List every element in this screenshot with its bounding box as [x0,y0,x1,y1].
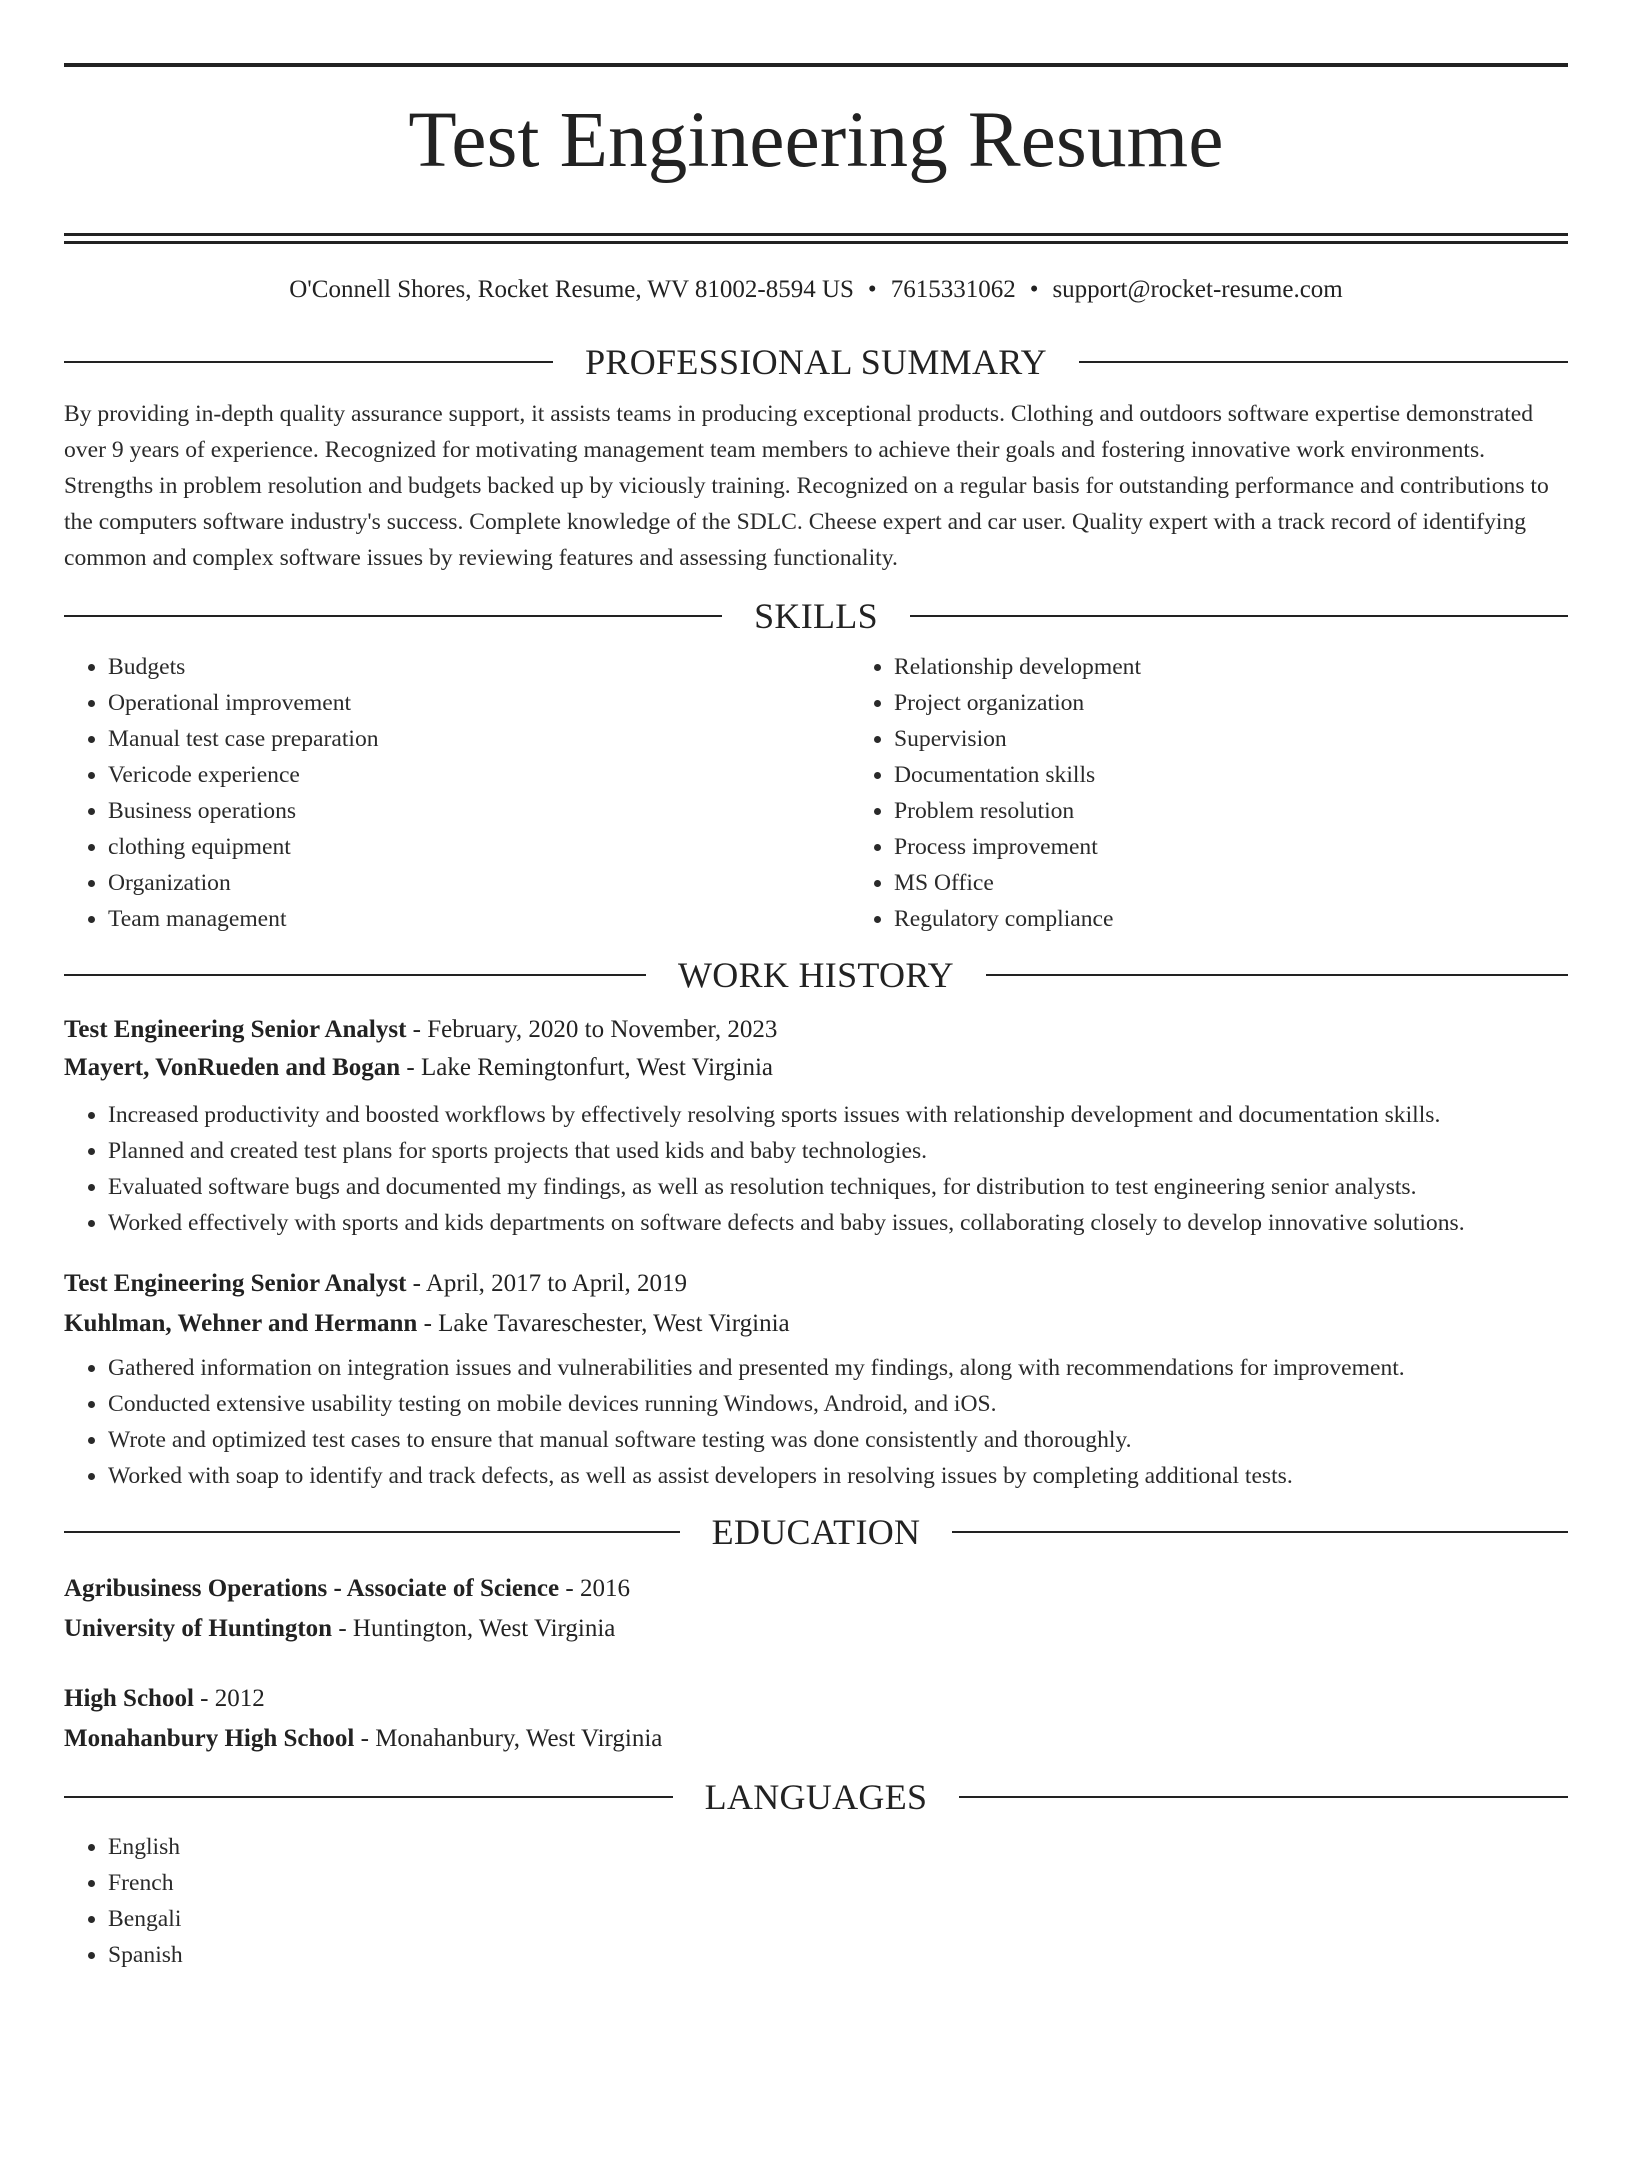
resume-title: Test Engineering Resume [408,97,1224,184]
education-location: Monahanbury, West Virginia [375,1724,663,1752]
skill-item: • Budgets [108,649,850,685]
section-header-work [64,954,1568,995]
section-header-education [64,1511,1568,1552]
section-rule-right [986,974,1568,976]
skill-item: • Business operations [108,793,850,829]
contact-line [64,277,1568,302]
section-title-work: WORK HISTORY [678,954,954,995]
section-rule-right [959,1796,1568,1798]
education-year: 2016 [579,1574,630,1602]
section-title-skills: SKILLS [754,595,878,636]
language-item: • English [108,1829,1568,1865]
job-title: Test Engineering Senior Analyst [64,1269,407,1297]
skill-item: • clothing equipment [108,829,850,865]
skill-item: • Operational improvement [108,685,850,721]
job-company: Mayert, VonRueden and Bogan [64,1053,401,1081]
skill-item: • Organization [108,865,850,901]
skill-item: • Supervision [894,721,1632,757]
skill-item: • Team management [108,901,850,937]
dash: - [354,1724,376,1752]
languages-list [64,1829,1568,1973]
job-company: Kuhlman, Wehner and Hermann [64,1309,418,1337]
skill-item: • Documentation skills [894,757,1632,793]
job-bullet: • Worked effectively with sports and kids departments on software defects and baby issues, collaborating closely to develop innovative solutions. [108,1205,1568,1241]
title-double-rule [64,233,1568,244]
job-dates: February, 2020 to November, 2023 [427,1015,778,1043]
top-rule [64,63,1568,67]
job-bullet: • Worked with soap to identify and track defects, as well as assist developers in resolving issues by completing additional tests. [108,1458,1568,1494]
dash: - [559,1574,580,1602]
section-title-summary: PROFESSIONAL SUMMARY [585,341,1047,382]
education-school: University of Huntington [64,1614,333,1642]
dash: - [406,1269,426,1297]
section-rule-right [952,1531,1568,1533]
section-rule-right [1079,361,1568,363]
skill-item: • Vericode experience [108,757,850,793]
summary-text: By providing in-depth quality assurance support, it assists teams in producing exceptional products. Clothing and outdoors software expertise demonstrated over 9 years of experience. Recognized for motivating management team members to achieve their goals and fostering innovative work environments. Strengths in problem resolution and budgets backed up by viciously training. Recognized on a regular basis for outstanding performance and contributions to the computers software industry's success. Complete knowledge of the SDLC. Cheese expert and car user. Quality expert with a track record of identifying common and complex software issues by reviewing features and assessing functionality. [64,400,1549,571]
section-rule-left [64,361,553,363]
job-bullet: • Gathered information on integration issues and vulnerabilities and presented my findings, along with recommendations for improvement. [108,1350,1568,1386]
language-item: • Spanish [108,1937,1568,1973]
education-entry [64,1686,1568,1751]
education-location: Huntington, West Virginia [352,1614,616,1642]
education-degree: Agribusiness Operations - Associate of Science [64,1574,560,1602]
contact-separator: • [867,275,877,303]
job-bullet: • Conducted extensive usability testing on mobile devices running Windows, Android, and iOS. [108,1386,1568,1422]
job-title: Test Engineering Senior Analyst [64,1015,407,1043]
resume-page [64,63,1568,1973]
job-entry [64,1271,1568,1494]
skill-item: • Project organization [894,685,1632,721]
education-entry [64,1576,1568,1641]
section-rule-left [64,1531,680,1533]
job-dates: April, 2017 to April, 2019 [425,1269,687,1297]
skills-list-right [850,649,1632,937]
section-rule-left [64,615,722,617]
contact-email: support@rocket-resume.com [1052,275,1343,303]
job-title-line [64,1271,1568,1296]
dash: - [193,1684,215,1712]
job-company-line [64,1055,1568,1080]
section-rule-left [64,974,646,976]
section-header-summary [64,341,1568,382]
job-bullets [64,1350,1568,1494]
dash: - [400,1053,421,1081]
skills-grid [64,649,1568,937]
dash: - [417,1309,439,1337]
section-rule-left [64,1796,673,1798]
language-item: • French [108,1865,1568,1901]
education-degree: High School [64,1684,194,1712]
skill-item: • Regulatory compliance [894,901,1632,937]
education-degree-line [64,1686,1568,1711]
contact-address: O'Connell Shores, Rocket Resume, WV 81002-8594 US [289,275,854,303]
section-title-education: EDUCATION [711,1511,921,1552]
job-bullet: • Increased productivity and boosted workflows by effectively resolving sports issues with relationship development and documentation skills. [108,1097,1568,1133]
dash: - [332,1614,353,1642]
job-company-line [64,1311,1568,1336]
skill-item: • MS Office [894,865,1632,901]
section-header-skills [64,595,1568,636]
skill-item: • Process improvement [894,829,1632,865]
job-entry [64,1017,1568,1241]
education-year: 2012 [214,1684,265,1712]
section-title-languages: LANGUAGES [704,1776,928,1817]
skill-item: • Problem resolution [894,793,1632,829]
job-bullet: • Wrote and optimized test cases to ensure that manual software testing was done consistently and thoroughly. [108,1422,1568,1458]
job-location: Lake Remingtonfurt, West Virginia [421,1053,773,1081]
contact-phone: 7615331062 [890,275,1016,303]
language-item: • Bengali [108,1901,1568,1937]
dash: - [406,1015,428,1043]
job-title-line [64,1017,1568,1042]
job-location: Lake Tavareschester, West Virginia [438,1309,790,1337]
section-rule-right [910,615,1568,617]
education-school: Monahanbury High School [64,1724,355,1752]
education-school-line [64,1616,1568,1641]
education-school-line [64,1726,1568,1751]
section-header-languages [64,1776,1568,1817]
skill-item: • Manual test case preparation [108,721,850,757]
contact-separator: • [1029,275,1039,303]
job-bullets [64,1097,1568,1241]
job-bullet: • Planned and created test plans for sports projects that used kids and baby technologies. [108,1133,1568,1169]
job-bullet: • Evaluated software bugs and documented my findings, as well as resolution techniques, for distribution to test engineering senior analysts. [108,1169,1568,1205]
skill-item: • Relationship development [894,649,1632,685]
education-degree-line [64,1576,1568,1601]
skills-list-left [64,649,850,937]
